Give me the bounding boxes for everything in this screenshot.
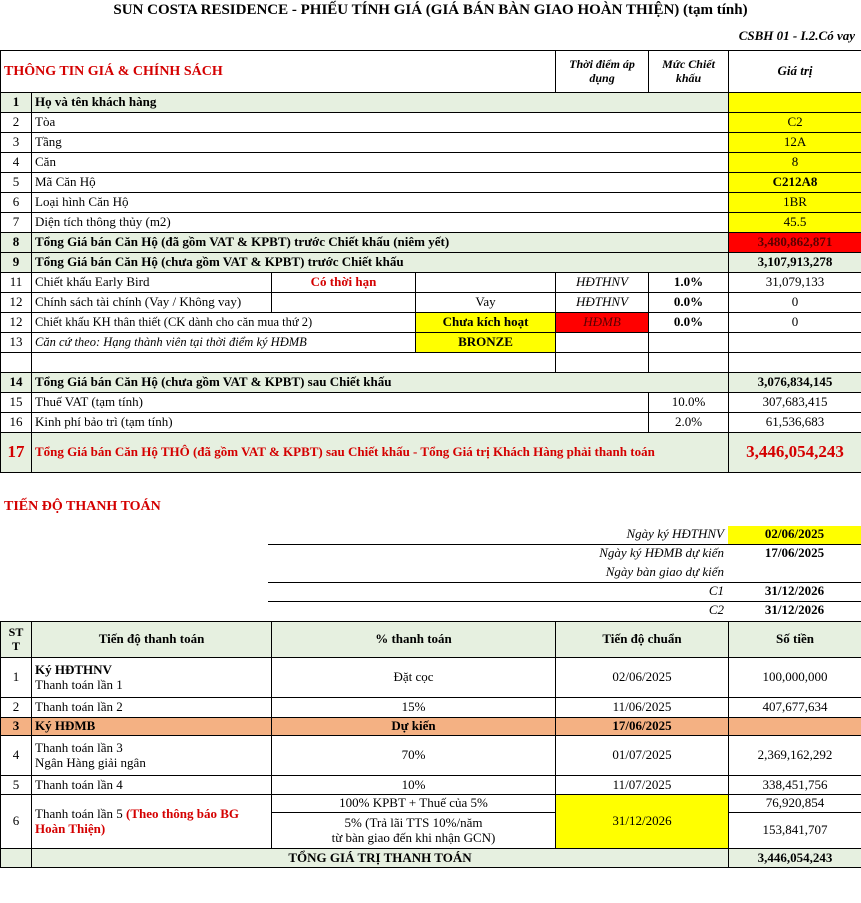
row-finance-policy: 12 Chính sách tài chính (Vay / Không vay) Vay HĐTHNV 0.0% 0 (1, 293, 861, 313)
schedule-info: Ngày ký HĐTHNV 02/06/2025 Ngày ký HĐMB dự kiến 17/06/2025 Ngày bàn giao dự kiến C1 31/12/2026 C2 31/12/2026 (268, 526, 861, 621)
loyal-status[interactable]: Chưa kích hoạt (416, 313, 556, 333)
schedule-row-3: 3 Ký HĐMB Dự kiến 17/06/2025 (1, 718, 861, 736)
row-area: 7 Diện tích thông thủy (m2) 45.5 (1, 213, 861, 233)
row-spacer (1, 353, 861, 373)
col-time-header: Thời điểm áp dụng (556, 51, 649, 93)
schedule-row-5: 5 Thanh toán lần 4 10% 11/07/2025 338,451,756 (1, 776, 861, 795)
schedule-total-row: TỔNG GIÁ TRỊ THANH TOÁN 3,446,054,243 (1, 849, 861, 868)
row-floor: 3 Tầng 12A (1, 133, 861, 153)
policy-code: CSBH 01 - I.2.Có vay (738, 28, 855, 43)
row-early-bird: 11 Chiết khấu Early Bird Có thời hạn HĐTHNV 1.0% 31,079,133 (1, 273, 861, 293)
schedule-section-title: TIẾN ĐỘ THANH TOÁN (4, 499, 161, 514)
row-unit-type: 6 Loại hình Căn Hộ 1BR (1, 193, 861, 213)
payment-schedule-table: ST T Tiến độ thanh toán % thanh toán Tiến độ chuẩn Số tiền 1 Ký HĐTHNV Thanh toán lần 1 Đặt cọc 02/06/2025 100,000,000 2 Thanh toán lần 2 15% 11/06/2025 407,677,634 3 Ký HĐMB Dự kiến 17/06/2025 4 Thanh toán lần 3 Ngân Hàng giải ngân 70% 01/07/2025 2,369,162,292 5 Thanh toán lần 4 10% 11/07/2025 338,451,756 6 Thanh toán lần 5 (Theo thông báo BG Hoàn Thiện) 100% KPBT + Thuế của 5% 31/12/2026 76,920,854 5% (Trả lãi TTS 10%/năm từ bàn giao đến khi nhận GCN) 153,841,707 TỔNG GIÁ TRỊ THANH TOÁN 3,446,054,243 (0, 621, 861, 868)
schedule-row-4: 4 Thanh toán lần 3 Ngân Hàng giải ngân 70% 01/07/2025 2,369,162,292 (1, 736, 861, 776)
pricing-section-title: THÔNG TIN GIÁ & CHÍNH SÁCH (1, 51, 556, 93)
row-grand-total: 17 Tổng Giá bán Căn Hộ THÔ (đã gồm VAT & KPBT) sau Chiết khấu - Tổng Giá trị Khách Hàng phải thanh toán 3,446,054,243 (1, 433, 861, 473)
customer-name-value[interactable] (729, 93, 861, 113)
pricing-table (0, 50, 861, 473)
row-maintenance: 16 Kinh phí bảo trì (tạm tính) 2.0% 61,536,683 (1, 413, 861, 433)
loan-option[interactable]: Vay (416, 293, 556, 313)
schedule-row-6b: 5% (Trả lãi TTS 10%/năm từ bàn giao đến khi nhận GCN) 153,841,707 (1, 813, 861, 849)
schedule-row-6a: 6 Thanh toán lần 5 (Theo thông báo BG Hoàn Thiện) 100% KPBT + Thuế của 5% 31/12/2026 76,920,854 (1, 795, 861, 813)
handover-date: 31/12/2026 (556, 795, 729, 849)
membership-tier[interactable]: BRONZE (416, 333, 556, 353)
deposit-sign-date: 02/06/2025 (728, 526, 861, 544)
row-price-before-discount: 9 Tổng Giá bán Căn Hộ (chưa gồm VAT & KPBT) trước Chiết khấu 3,107,913,278 (1, 253, 861, 273)
col-discount-header: Mức Chiết khấu (649, 51, 729, 93)
row-vat: 15 Thuế VAT (tạm tính) 10.0% 307,683,415 (1, 393, 861, 413)
row-unit: 4 Căn 8 (1, 153, 861, 173)
col-value-header: Giá trị (729, 51, 861, 93)
page-title: SUN COSTA RESIDENCE - PHIẾU TÍNH GIÁ (GIÁ BÁN BÀN GIAO HOÀN THIỆN) (tạm tính) (113, 2, 748, 18)
row-loyal-customer: 12 Chiết khấu KH thân thiết (CK dành cho căn mua thứ 2) Chưa kích hoạt HĐMB 0.0% 0 (1, 313, 861, 333)
row-list-price: 8 Tổng Giá bán Căn Hộ (đã gồm VAT & KPBT) trước Chiết khấu (niêm yết) 3,480,862,871 (1, 233, 861, 253)
row-unit-code: 5 Mã Căn Hộ C212A8 (1, 173, 861, 193)
row-membership: 13 Căn cứ theo: Hạng thành viên tại thời điểm ký HĐMB BRONZE (1, 333, 861, 353)
row-tower: 2 Tòa C2 (1, 113, 861, 133)
schedule-row-2: 2 Thanh toán lần 2 15% 11/06/2025 407,677,634 (1, 698, 861, 718)
schedule-row-1: 1 Ký HĐTHNV Thanh toán lần 1 Đặt cọc 02/06/2025 100,000,000 (1, 658, 861, 698)
row-price-after-discount: 14 Tổng Giá bán Căn Hộ (chưa gồm VAT & KPBT) sau Chiết khấu 3,076,834,145 (1, 373, 861, 393)
row-customer-name: 1 Họ và tên khách hàng (1, 93, 861, 113)
